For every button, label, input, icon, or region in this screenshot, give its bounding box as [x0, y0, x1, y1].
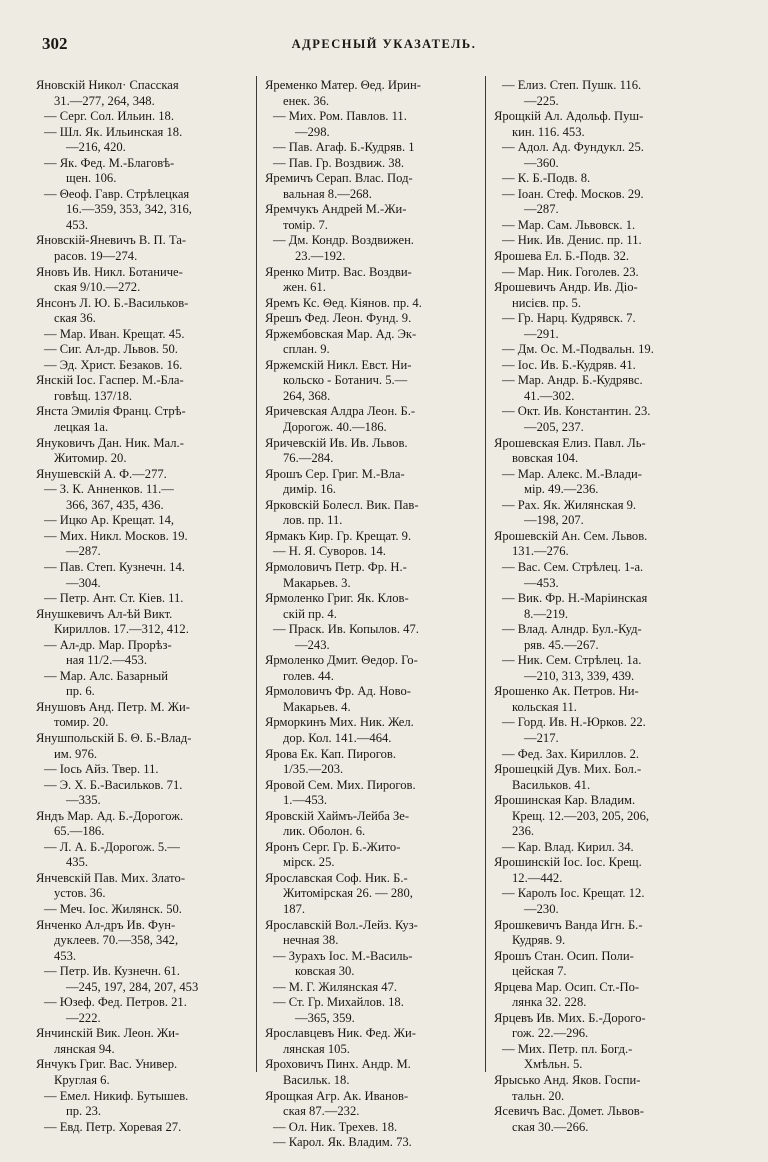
- column-divider: [485, 76, 486, 1072]
- directory-subentry: — Евд. Петр. Хоревая 27.: [44, 1119, 182, 1134]
- directory-subentry: — К. Б.-Подв. 8.: [502, 171, 591, 186]
- directory-entry: Яржемскій Никл. Евст. Ни- кольско - Ботанич. 5.— 264, 368.: [265, 357, 412, 403]
- directory-entry: Яремчукъ Андрей М.-Жи- томір. 7.: [265, 202, 407, 232]
- directory-subentry: — Мар. Ник. Гоголев. 23.: [502, 264, 639, 279]
- directory-subentry: — Мар. Алс. Базарный пр. 6.: [44, 668, 169, 699]
- directory-subentry: — Мих. Петр. пл. Богд.- Хмѣльн. 5.: [502, 1041, 633, 1072]
- directory-subentry: — Шл. Як. Ильинская 18. —216, 420.: [44, 124, 183, 155]
- directory-subentry: — Петр. Ив. Кузнечн. 61. —245, 197, 284, 207, 453: [44, 964, 199, 994]
- directory-entry: Ярова Ек. Кап. Пирогов. 1/35.—203.: [265, 746, 396, 777]
- directory-entry: Ярмоленко Дмит. Θедор. Го- голев. 44.: [265, 653, 418, 683]
- directory-subentry: — З. К. Анненков. 11.— 366, 367, 435, 436.: [44, 482, 174, 512]
- directory-subentry: — Ник. Ив. Денис. пр. 11.: [502, 233, 642, 248]
- directory-subentry: — Э. Х. Б.-Васильков. 71. —335.: [44, 777, 183, 808]
- directory-entry: Янчукъ Григ. Вас. Универ. Круглая 6.: [36, 1057, 178, 1087]
- column-divider: [256, 76, 257, 1072]
- directory-subentry: — Вас. Сем. Стрѣлец. 1-а. —453.: [502, 559, 644, 590]
- directory-subentry: — Мар. Иван. Крещат. 45.: [44, 326, 185, 341]
- directory-subentry: — Мар. Сам. Львовск. 1.: [502, 217, 636, 232]
- directory-subentry: — Рах. Як. Жилянская 9. —198, 207.: [502, 497, 637, 528]
- directory-subentry: — Юзеф. Фед. Петров. 21. —222.: [44, 995, 187, 1025]
- directory-entry: Яричевскій Ив. Ив. Львов. 76.—284.: [265, 435, 408, 466]
- directory-entry: Ярмоленко Григ. Як. Клов- скій пр. 4.: [265, 591, 409, 621]
- directory-subentry: — Карол. Як. Владим. 73.: [273, 1135, 412, 1150]
- directory-entry: Ярцевъ Ив. Мих. Б.-Дорого- гож. 22.—296.: [494, 1010, 646, 1041]
- directory-subentry: — Меч. Іос. Жилянск. 50.: [44, 901, 182, 916]
- directory-entry: Янченко Ал-дръ Ив. Фун- дуклеев. 70.—358, 342, 453.: [36, 917, 179, 963]
- column-2: [265, 78, 477, 1151]
- directory-entry: Янчинскій Вик. Леон. Жи- лянская 94.: [36, 1026, 180, 1056]
- directory-subentry: — Дм. Ос. М.-Подвальн. 19.: [502, 342, 654, 357]
- directory-subentry: — Мих. Никл. Москов. 19. —287.: [44, 528, 188, 559]
- directory-entry: Януковичъ Дан. Ник. Мал.- Житомир. 20.: [36, 435, 184, 466]
- directory-subentry: — Фед. Зах. Кириллов. 2.: [502, 746, 640, 761]
- directory-entry: Яндъ Мар. Ад. Б.-Дорогож. 65.—186.: [36, 808, 184, 839]
- directory-subentry: — Дм. Кондр. Воздвижен. 23.—192.: [273, 233, 414, 264]
- directory-entry: Янушкевичъ Ал-ѣй Викт. Кириллов. 17.—312, 412.: [36, 606, 189, 637]
- directory-entry: Ярошинская Кар. Владим. Крещ. 12.—203, 205, 206, 236.: [494, 793, 650, 839]
- directory-subentry: — Пав. Агаф. Б.-Кудряв. 1: [273, 140, 415, 155]
- directory-subentry: — Сиг. Ал-др. Львов. 50.: [44, 342, 178, 357]
- directory-entry: Ярмоловичъ Петр. Фр. Н.- Макарьев. 3.: [265, 559, 407, 590]
- directory-entry: Ярощкій Ал. Адольф. Пуш- кин. 116. 453.: [494, 109, 644, 139]
- directory-entry: Яремичъ Серап. Влас. Под- вальная 8.—268.: [265, 171, 413, 201]
- directory-entry: Яровскій Хаймъ-Лейба Зе- лик. Оболон. 6.: [265, 808, 410, 839]
- directory-entry: Янушевскій А. Ф.—277.: [36, 466, 167, 481]
- directory-entry: Ярошинскій Іос. Іос. Крещ. 12.—442.: [494, 855, 642, 885]
- directory-entry: Янсонъ Л. Ю. Б.-Васильков- ская 36.: [36, 295, 189, 326]
- directory-subentry: — Каролъ Іос. Крещат. 12. —230.: [502, 886, 645, 916]
- directory-subentry: — Іось Айз. Твер. 11.: [44, 762, 159, 777]
- directory-entry: Ярковскій Болесл. Вик. Пав- лов. пр. 11.: [265, 497, 419, 528]
- directory-subentry: — Ст. Гр. Михайлов. 18. —365, 359.: [273, 995, 404, 1025]
- directory-subentry: — Мар. Андр. Б.-Кудрявс. 41.—302.: [502, 373, 643, 403]
- directory-entry: Ярощкая Агр. Ак. Иванов- ская 87.—232.: [265, 1088, 409, 1119]
- directory-subentry: — Пав. Гр. Воздвиж. 38.: [273, 155, 405, 170]
- directory-entry: Ярошевская Елиз. Павл. Ль- вовская 104.: [494, 435, 646, 466]
- directory-entry: Яровой Сем. Мих. Пирогов. 1.—453.: [265, 777, 416, 808]
- directory-entry: Ярошъ Стан. Осип. Поли- цейская 7.: [494, 948, 634, 979]
- directory-subentry: — Ол. Ник. Трехев. 18.: [273, 1119, 398, 1134]
- directory-entry: Яремъ Кс. Θед. Кіянов. пр. 4.: [265, 295, 422, 310]
- page-header: [40, 34, 728, 58]
- directory-entry: Янскій Іос. Гаспер. М.-Бла- говѣщ. 137/18.: [36, 373, 184, 403]
- directory-entry: Янушпольскій Б. Θ. Б.-Влад- им. 976.: [36, 730, 192, 761]
- directory-subentry: — Θеоф. Гавр. Стрѣлецкая 16.—359, 353, 342, 316, 453.: [44, 186, 192, 232]
- directory-subentry: — Іос. Ив. Б.-Кудряв. 41.: [502, 357, 636, 372]
- directory-entry: Ярошкевичъ Ванда Игн. Б.- Кудряв. 9.: [494, 917, 643, 948]
- directory-entry: Ярошева Ел. Б.-Подв. 32.: [494, 249, 630, 264]
- directory-subentry: — Серг. Сол. Ильин. 18.: [44, 109, 174, 124]
- directory-subentry: — Елиз. Степ. Пушк. 116. —225.: [502, 78, 642, 108]
- directory-subentry: — Петр. Ант. Ст. Кіев. 11.: [44, 591, 184, 606]
- directory-entry: Яроховичъ Пинх. Андр. М. Васильк. 18.: [265, 1057, 411, 1087]
- directory-entry: Яновскій Никол· Спасская 31.—277, 264, 348.: [36, 78, 179, 108]
- directory-entry: Яновскій-Яневичъ В. П. Та- расов. 19—274.: [36, 233, 187, 264]
- directory-entry: Ярошенко Ак. Петров. Ни- кольская 11.: [494, 684, 639, 714]
- directory-entry: Ярцева Мар. Осип. Ст.-По- лянка 32. 228.: [494, 979, 640, 1010]
- directory-subentry: — Іоан. Стеф. Москов. 29. —287.: [502, 186, 644, 217]
- directory-entry: Яновъ Ив. Никл. Ботаниче- ская 9/10.—272.: [36, 264, 183, 295]
- directory-entry: Ярморкинъ Мих. Ник. Жел. дор. Кол. 141.—464.: [265, 715, 414, 745]
- directory-subentry: — Гр. Нарц. Кудрявск. 7. —291.: [502, 311, 636, 341]
- directory-entry: Ярмакъ Кир. Гр. Крещат. 9.: [265, 528, 412, 543]
- directory-subentry: — Влад. Алндр. Бул.-Куд- ряв. 45.—267.: [502, 622, 642, 652]
- directory-entry: Ярошевичъ Андр. Ив. Діо- нисієв. пр. 5.: [494, 280, 638, 310]
- directory-subentry: — М. Г. Жилянская 47.: [273, 979, 398, 994]
- directory-entry: Ясевичъ Вас. Домет. Львов- ская 30.—266.: [494, 1104, 644, 1134]
- directory-entry: Ярошъ Сер. Григ. М.-Вла- димір. 16.: [265, 466, 405, 497]
- directory-subentry: — Адол. Ад. Фундукл. 25. —360.: [502, 140, 644, 170]
- page-number: 302: [42, 34, 68, 53]
- directory-entry: Янушовъ Анд. Петр. М. Жи- томир. 20.: [36, 699, 190, 730]
- directory-entry: Яренко Митр. Вас. Воздви- жен. 61.: [265, 264, 412, 295]
- directory-entry: Яричевская Алдра Леон. Б.- Дорогож. 40.—186.: [265, 404, 416, 435]
- directory-entry: Ярославская Соф. Ник. Б.- Житомірская 26. — 280, 187.: [265, 870, 413, 916]
- directory-entry: Яржембовская Мар. Ад. Эк- сплан. 9.: [265, 326, 417, 357]
- directory-subentry: — Ал-др. Мар. Прорѣз- ная 11/2.—453.: [44, 637, 172, 668]
- directory-subentry: — Кар. Влад. Кирил. 34.: [502, 839, 634, 854]
- directory-entry: Ярешъ Фед. Леон. Фунд. 9.: [265, 311, 412, 326]
- column-3: [494, 78, 706, 1135]
- directory-entry: Ярославцевъ Ник. Фед. Жи- лянская 105.: [265, 1026, 416, 1056]
- directory-entry: Янчевскій Пав. Мих. Злато- устов. 36.: [36, 870, 186, 901]
- directory-subentry: — Ицко Ар. Крещат. 14,: [44, 513, 175, 528]
- directory-subentry: — Пав. Степ. Кузнечн. 14. —304.: [44, 559, 185, 590]
- directory-subentry: — Окт. Ив. Константин. 23. —205, 237.: [502, 404, 651, 435]
- directory-entry: Ярошецкій Дув. Мих. Бол.- Васильков. 41.: [494, 762, 642, 792]
- directory-entry: Яременко Матер. Θед. Ирин- енек. 36.: [265, 78, 421, 108]
- running-title: АДРЕСНЫЙ УКАЗАТЕЛЬ.: [291, 37, 477, 51]
- directory-subentry: — Н. Я. Суворов. 14.: [273, 544, 386, 559]
- directory-subentry: — Эд. Христ. Безаков. 16.: [44, 357, 183, 372]
- directory-entry: Янста Эмилія Франц. Стрѣ- лецкая 1а.: [36, 404, 186, 435]
- directory-entry: Ярославскій Вол.-Лейз. Куз- нечная 38.: [265, 917, 418, 948]
- directory-subentry: — Праск. Ив. Копылов. 47. —243.: [273, 622, 419, 652]
- directory-subentry: — Л. А. Б.-Дорогож. 5.— 435.: [44, 839, 180, 870]
- directory-entry: Яронъ Серг. Гр. Б.-Жито- мірск. 25.: [265, 839, 401, 870]
- directory-subentry: — Емел. Никиф. Бутышев. пр. 23.: [44, 1088, 189, 1119]
- directory-entry: Ярмоловичъ Фр. Ад. Ново- Макарьев. 4.: [265, 684, 411, 714]
- directory-subentry: — Мар. Алекс. М.-Влади- мір. 49.—236.: [502, 466, 642, 497]
- directory-subentry: — Як. Фед. М.-Благовѣ- щен. 106.: [44, 155, 175, 186]
- directory-subentry: — Горд. Ив. Н.-Юрков. 22. —217.: [502, 715, 646, 745]
- directory-subentry: — Мих. Ром. Павлов. 11. —298.: [273, 109, 407, 139]
- column-1: [36, 78, 248, 1135]
- directory-subentry: — Ник. Сем. Стрѣлец. 1а. —210, 313, 339, 439.: [502, 653, 642, 683]
- directory-entry: Ярысько Анд. Яков. Госпи- тальн. 20.: [494, 1073, 641, 1103]
- directory-subentry: — Вик. Фр. Н.-Маріинская 8.—219.: [502, 591, 648, 621]
- directory-entry: Ярошевскій Ан. Сем. Львов. 131.—276.: [494, 528, 648, 559]
- directory-subentry: — Зурахъ Іос. М.-Василь- ковская 30.: [273, 948, 413, 979]
